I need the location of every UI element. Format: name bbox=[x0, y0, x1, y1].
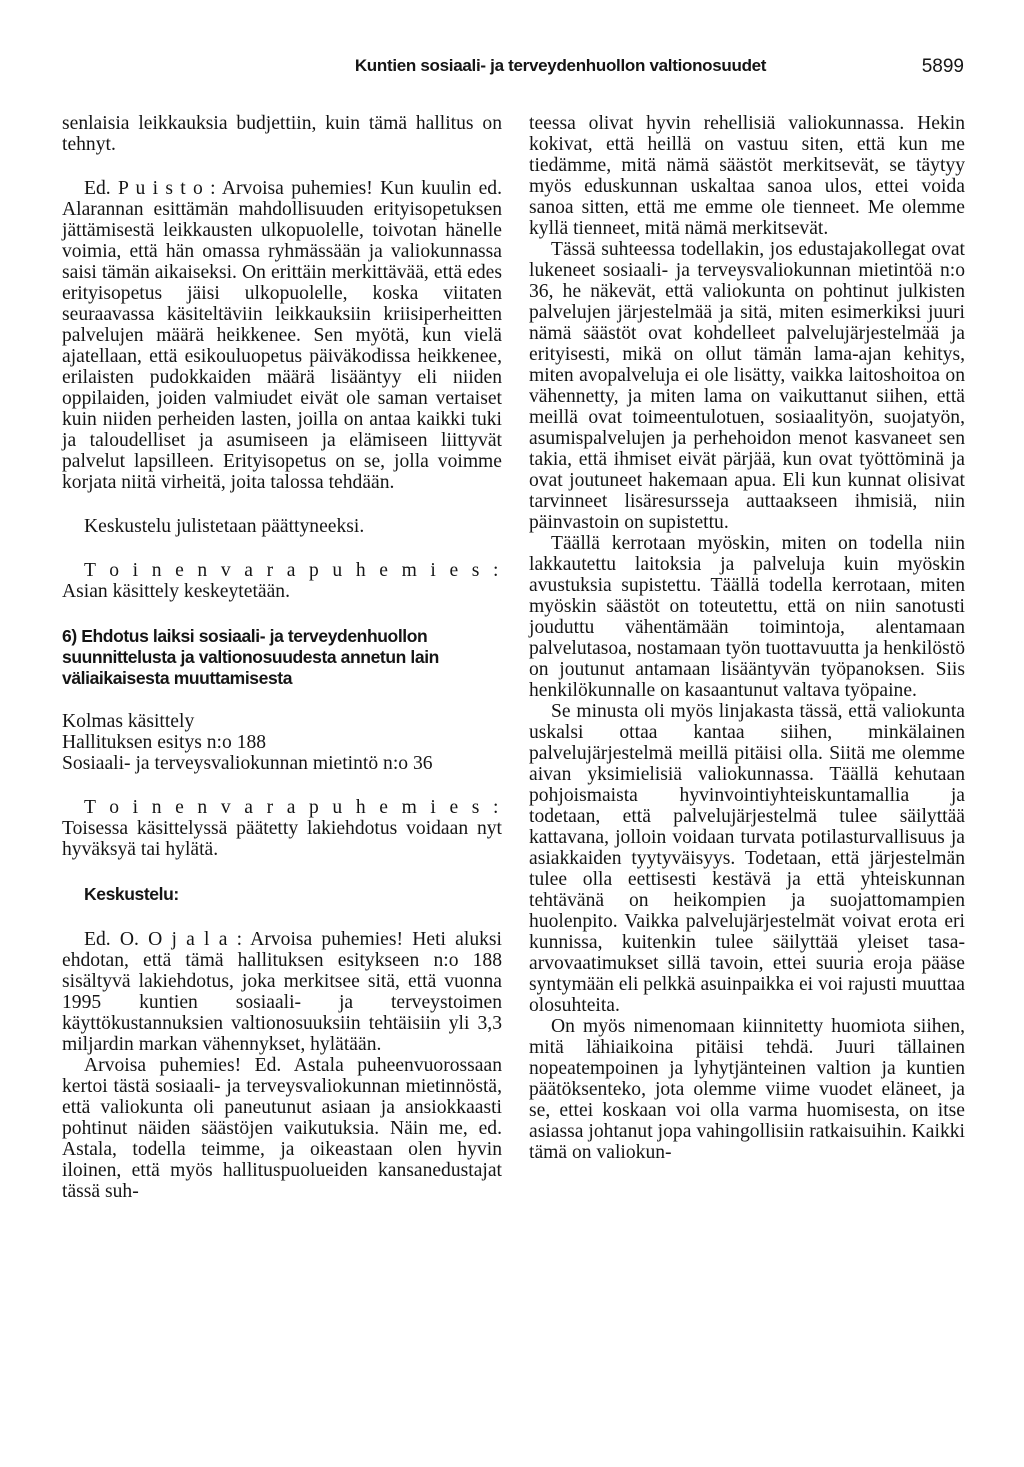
paragraph: Tässä suhteessa todellakin, jos edustajakollegat ovat lukeneet sosiaali- ja terveysvaliokunnan mietintöä n:o 36, he näkevät, että valiokunta on pohtinut julkisten palvelujen järjestelmää ja sitä, miten esimerkiksi juuri nämä säästöt ovat kohdelleet palvelujärjestelmää ja erityisesti, mikä on ollut tämän lama-ajan kehitys, miten avopalveluja ei ole lisätty, vaikka laitoshoitoa on vähennetty, ja miten lama on vaikuttanut siihen, että meillä ovat toimeentulotuen, sosiaalityön, suojatyön, asumispalvelujen ja perhehoidon menot kasvaneet sen takia, että ihmiset eivät pärjää, kun ovat työttöminä ja ovat joutuneet hakemaan apua. Eli kun kunnat olisivat tarvinneet lisäresursseja auttaakseen ihmisiä, niin päinvastoin on supistettu. bbox=[529, 239, 965, 533]
paragraph: Se minusta oli myös linjakasta tässä, että valiokunta uskalsi ottaa kantaa siihen, minkälainen palvelujärjestelmä meillä pitäisi olla. Siitä me olemme aivan yksimielisiä valiokunnassa. Täällä kehutaan pohjoismaista hyvinvointiyhteiskuntamallia ja todetaan, että palvelujärjestelmä tulee säilyttää kattavana, jolloin voidaan turvata potilasturvallisuus ja asiakkaiden tyytyväisyys. Todetaan, että järjestelmän tulee olla eettisesti kestävä ja että yhteiskunnan tehtävänä on heikompien ja suojattomampien huolenpito. Vaikka palvelujärjestelmät voivat erota eri kunnissa, kuitenkin tulee säilyttää yleiset tasa-arvovaatimukset sillä tavoin, ettei suuria eroja pääse syntymään eli pelkkä asuinpaikka ei voi rajusti muuttaa olosuhteita. bbox=[529, 701, 965, 1016]
speech-text: Arvoisa puhemies! Heti aluksi ehdotan, että tämä hallituksen esitykseen n:o 188 sisältyvä lakiehdotus, joka merkitsee sitä, että vuonna 1995 kuntien sosiaali- ja terveystoimen käyttökustannuksien valtionosuuksiin tehtäisiin yli 3,3 miljardin markan vähennykset, hylätään. bbox=[62, 929, 502, 1055]
speech-ojala bbox=[62, 929, 502, 1055]
page-header bbox=[62, 56, 964, 80]
document-references bbox=[62, 711, 502, 774]
speech-ojala-continued: Arvoisa puhemies! Ed. Astala puheenvuorossaan kertoi tästä sosiaali- ja terveysvaliokunnan mietinnöstä, että valiokunta oli paneutunut asiaan ja ansiokkaasti pohtinut näiden säästöjen vaikutuksia. Näin me, ed. Astala, todella teimme, ja oikeastaan olen hyvin iloinen, että myös hallituspuolueiden kansanedustajat tässä suh- bbox=[62, 1055, 502, 1202]
discussion-heading: Keskustelu: bbox=[84, 884, 179, 904]
paragraph-continuation: teessa olivat hyvin rehellisiä valiokunnassa. Hekin kokivat, että heillä on vastuu siten, että kun me tiedämme, mitä nämä säästöt merkitsevät, se täytyy myös eduskunnan uskaltaa sanoa ulos, ettei voida sanoa sitten, että me emme ole tienneet. Me olemme kyllä tienneet, mitä nämä merkitsevät. bbox=[529, 113, 965, 239]
speech-deputy-speaker-1 bbox=[62, 560, 502, 602]
government-proposal-ref: Hallituksen esitys n:o 188 bbox=[62, 732, 267, 753]
speech-puisto bbox=[62, 178, 502, 493]
left-column bbox=[62, 113, 502, 1202]
paragraph: Täällä kerrotaan myöskin, miten on todella niin lakkautettu laitoksia ja palveluja kuin myöskin avustuksia supistettu. Täällä todella kerrotaan, miten myöskin säästöt on toteutettu, että on niin sanotusti jouduttu vähentämään toimintoja, alentamaan palvelutasoa, nostamaan työn tuottavuutta ja henkilöstö on joutunut antamaan lisääntyvän työpanoksen. Siis henkilökunnalle on kasaantunut valtava työpaine. bbox=[529, 533, 965, 701]
speech-deputy-speaker-2 bbox=[62, 797, 502, 860]
agenda-item-heading: 6) Ehdotus laiksi sosiaali- ja terveydenhuollon suunnittelusta ja valtionosuudesta annetun lain väliaikaisesta muuttamisesta bbox=[62, 626, 439, 688]
speaker-name: Ed. O. O j a l a : bbox=[84, 929, 243, 950]
speaker-name: T o i n e n v a r a p u h e m i e s : bbox=[84, 797, 502, 818]
reading-stage: Kolmas käsittely bbox=[62, 711, 195, 732]
speech-text: Arvoisa puhemies! Kun kuulin ed. Alarannan esittämän mahdollisuuden erityisopetuksen jättämisestä leikkausten ulkopuolelle, toivotan hänelle voimia, että hän omassa ryhmässään ja valiokunnassa saisi tämän aikaiseksi. On erittäin merkittävää, että edes erityisopetus jäisi ulkopuolelle, koska viitaten seuraavassa käsiteltäviin leikkauksiin kriisiperheitten palvelujen määrä heikkenee. Sen myötä, kun vielä ajatellaan, että esikouluopetus päiväkodissa heikkenee, erilaisten pudokkaiden määrä lisääntyy eli niiden oppilaiden, joiden valmiudet eivät ole saman vertaiset kuin niiden perheiden lasten, joilla on antaa kaikki tuki ja taloudelliset ja asumiseen ja elämiseen liittyvät palvelut lapsilleen. Erityisopetus on se, jolla voimme korjata niitä virheitä, joita talossa tehdään. bbox=[62, 178, 502, 493]
speech-text: Asian käsittely keskeytetään. bbox=[62, 581, 290, 602]
paragraph-continuation: senlaisia leikkauksia budjettiin, kuin tämä hallitus on tehnyt. bbox=[62, 113, 502, 155]
closing-statement: Keskustelu julistetaan päättyneeksi. bbox=[84, 516, 365, 537]
paragraph: On myös nimenomaan kiinnitetty huomiota siihen, mitä lähiaikoina pitäisi tehdä. Juuri tällainen nopeatempoinen ja lyhytjänteinen valtion ja kuntien päätöksenteko, jota olemme viime vuodet eläneet, ja se, ettei koskaan voi olla varma huomisesta, on itse asiassa johtanut jopa vahingollisiin ratkaisuihin. Kaikki tämä on valiokun- bbox=[529, 1016, 965, 1163]
committee-report-ref: Sosiaali- ja terveysvaliokunnan mietintö n:o 36 bbox=[62, 753, 433, 774]
running-title: Kuntien sosiaali- ja terveydenhuollon valtionosuudet bbox=[354, 56, 767, 75]
speaker-name: T o i n e n v a r a p u h e m i e s : bbox=[84, 560, 502, 581]
page-number: 5899 bbox=[921, 56, 964, 77]
speech-text: Toisessa käsittelyssä päätetty lakiehdotus voidaan nyt hyväksyä tai hylätä. bbox=[62, 818, 502, 860]
right-column bbox=[529, 113, 965, 1163]
speaker-name: Ed. P u i s t o : bbox=[84, 178, 216, 199]
